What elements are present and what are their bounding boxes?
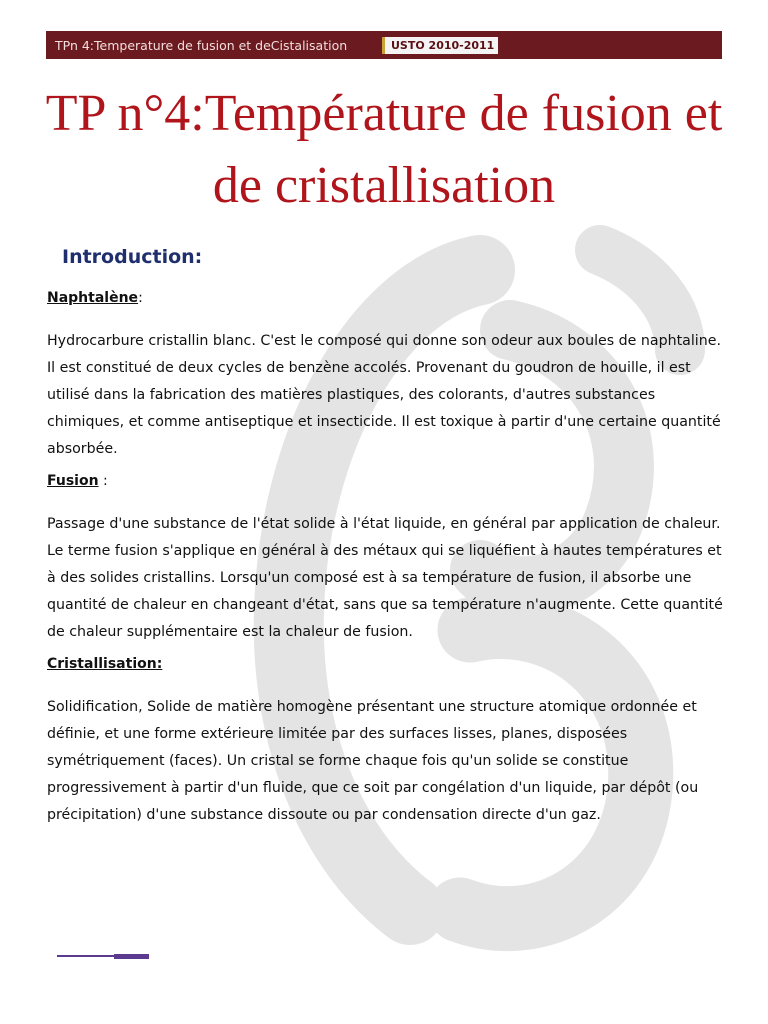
introduction-heading: Introduction: (62, 246, 203, 268)
term-suffix: : (138, 290, 143, 306)
section-text: Solidification, Solide de matière homogène présentant une structure atomique ordonnée et définie, et une forme extérieure limitée par des surfaces lisses, planes, disposées symétriquement (faces). Un cristal se forme chaque fois qu'un solide se constitue progressivement à partir d'un fluide, que ce soit par congélation d'un liquide, par dépôt (ou précipitation) d'une substance dissoute ou par condensation directe d'un gaz. (47, 699, 699, 823)
section-naphtalene (47, 290, 727, 463)
section-text: Passage d'une substance de l'état solide à l'état liquide, en général par application de chaleur. Le terme fusion s'applique en général à des métaux qui se liquéfient à hautes températures et à des solides cristallins. Lorsqu'un composé est à sa température de fusion, il absorbe une quantité de chaleur en changeant d'état, sans que sa température n'augmente. Cette quantité de chaleur supplémentaire est la chaleur de fusion. (47, 516, 723, 640)
section-text: Hydrocarbure cristallin blanc. C'est le composé qui donne son odeur aux boules de naphtaline. Il est constitué de deux cycles de benzène accolés. Provenant du goudron de houille, il est utilisé dans la fabrication des matières plastiques, des colorants, d'autres substances chimiques, et comme antiseptique et insecticide. Il est toxique à partir d'une certaine quantité absorbée. (47, 333, 721, 457)
term-label: Fusion (47, 473, 99, 489)
section-term (47, 473, 727, 489)
header-badge: USTO 2010-2011 (382, 37, 498, 54)
document-body (47, 290, 727, 839)
header-bar (46, 31, 722, 59)
section-term (47, 656, 727, 672)
footer-rule (57, 954, 149, 959)
term-label: Cristallisation: (47, 656, 163, 672)
section-fusion (47, 473, 727, 646)
header-title: TPn 4:Temperature de fusion et deCistalisation (55, 37, 348, 53)
page-title: TP n°4:Température de fusion et de cristallisation (45, 85, 723, 214)
term-suffix: : (98, 473, 108, 489)
section-cristallisation (47, 656, 727, 829)
footer-rule-thick (114, 954, 149, 959)
footer-rule-thin (57, 955, 114, 957)
section-term (47, 290, 727, 306)
term-label: Naphtalène (47, 290, 139, 306)
